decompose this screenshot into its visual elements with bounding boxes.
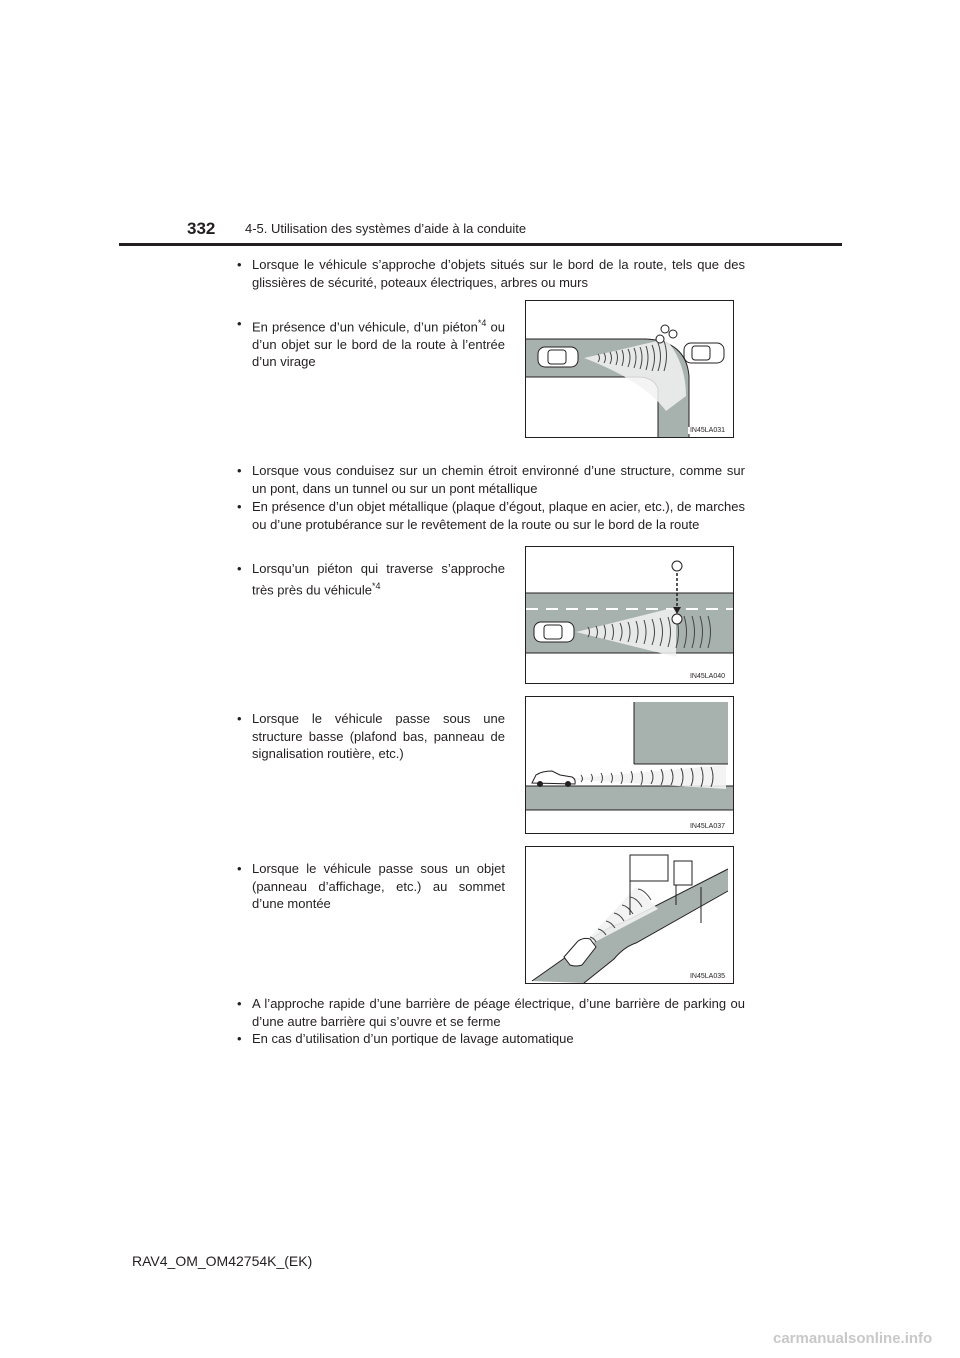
- bullet-text-part: Lorsqu’un piéton qui traverse s’approche très près du véhicule: [252, 561, 505, 597]
- bullet-dot: •: [237, 861, 242, 876]
- footer-model-code: RAV4_OM_OM42754K_(EK): [132, 1253, 313, 1269]
- bullet-crossing-pedestrian: [237, 560, 505, 598]
- bullet-low-structure: [237, 710, 505, 763]
- bullet-text: Lorsque vous conduisez sur un chemin étroit environné d’une structure, comme sur un pont, dans un tunnel ou sur un pont métallique: [252, 463, 745, 496]
- figure-code: IN45LA031: [689, 427, 725, 434]
- bullet-dot: •: [237, 463, 242, 478]
- watermark: carmanualsonline.info: [773, 1330, 933, 1347]
- figure-hill-top-sign: [525, 846, 734, 984]
- bullet-text-part: En présence d’un véhicule, d’un piéton: [252, 319, 478, 335]
- figure-code: IN45LA040: [689, 673, 725, 680]
- bullet-text: [237, 315, 505, 371]
- bullet-text: Lorsque le véhicule passe sous une structure basse (plafond bas, panneau de signalisation routière, etc.): [252, 711, 505, 761]
- page-number: 332: [187, 219, 216, 238]
- footnote-ref: *4: [371, 580, 381, 591]
- footnote-ref: *4: [477, 318, 487, 328]
- figure-low-structure: [525, 696, 734, 834]
- bullet-metal-object: [237, 498, 745, 533]
- bullet-text: En cas d’utilisation d’un portique de lavage automatique: [252, 1031, 574, 1046]
- header-rule: [119, 243, 842, 246]
- bullet-dot: •: [237, 561, 242, 576]
- bullet-curve-entrance: [237, 315, 505, 371]
- section-title: 4-5. Utilisation des systèmes d’aide à la conduite: [245, 221, 527, 236]
- figure-code: IN45LA035: [689, 973, 725, 980]
- bullet-barrier: [237, 995, 745, 1030]
- bullet-dot: •: [237, 996, 242, 1011]
- bullet-car-wash: [237, 1030, 745, 1048]
- bullet-text: A l’approche rapide d’une barrière de péage électrique, d’une barrière de parking ou d’une autre barrière qui s’ouvre et se ferme: [252, 996, 745, 1029]
- bullet-text: Lorsque le véhicule s’approche d’objets situés sur le bord de la route, tels que des glissières de sécurité, poteaux électriques, arbres ou murs: [252, 257, 745, 290]
- figure-curve-road: [525, 300, 734, 438]
- page-header: [0, 0, 960, 250]
- bullet-dot: •: [237, 257, 242, 272]
- bullet-dot: •: [237, 1031, 242, 1046]
- bullet-text: [237, 560, 505, 598]
- bullet-text: Lorsque le véhicule passe sous un objet (panneau d’affichage, etc.) au sommet d’une montée: [252, 861, 505, 911]
- bullet-roadside-objects: [237, 256, 745, 291]
- figure-code: IN45LA037: [689, 823, 725, 830]
- figure-pedestrian-crossing: [525, 546, 734, 684]
- bullet-dot: •: [237, 711, 242, 726]
- bullet-dot: •: [237, 316, 242, 331]
- bullet-narrow-path: [237, 462, 745, 497]
- bullet-dot: •: [237, 499, 242, 514]
- bullet-text-part: ou d’un objet sur le bord de la route à l’entrée d’un virage: [252, 319, 505, 370]
- bullet-text: En présence d’un objet métallique (plaque d’égout, plaque en acier, etc.), de marches ou d’une protubérance sur le revêtement de la route ou sur le bord de la route: [252, 499, 745, 532]
- bullet-hill-top-object: [237, 860, 505, 913]
